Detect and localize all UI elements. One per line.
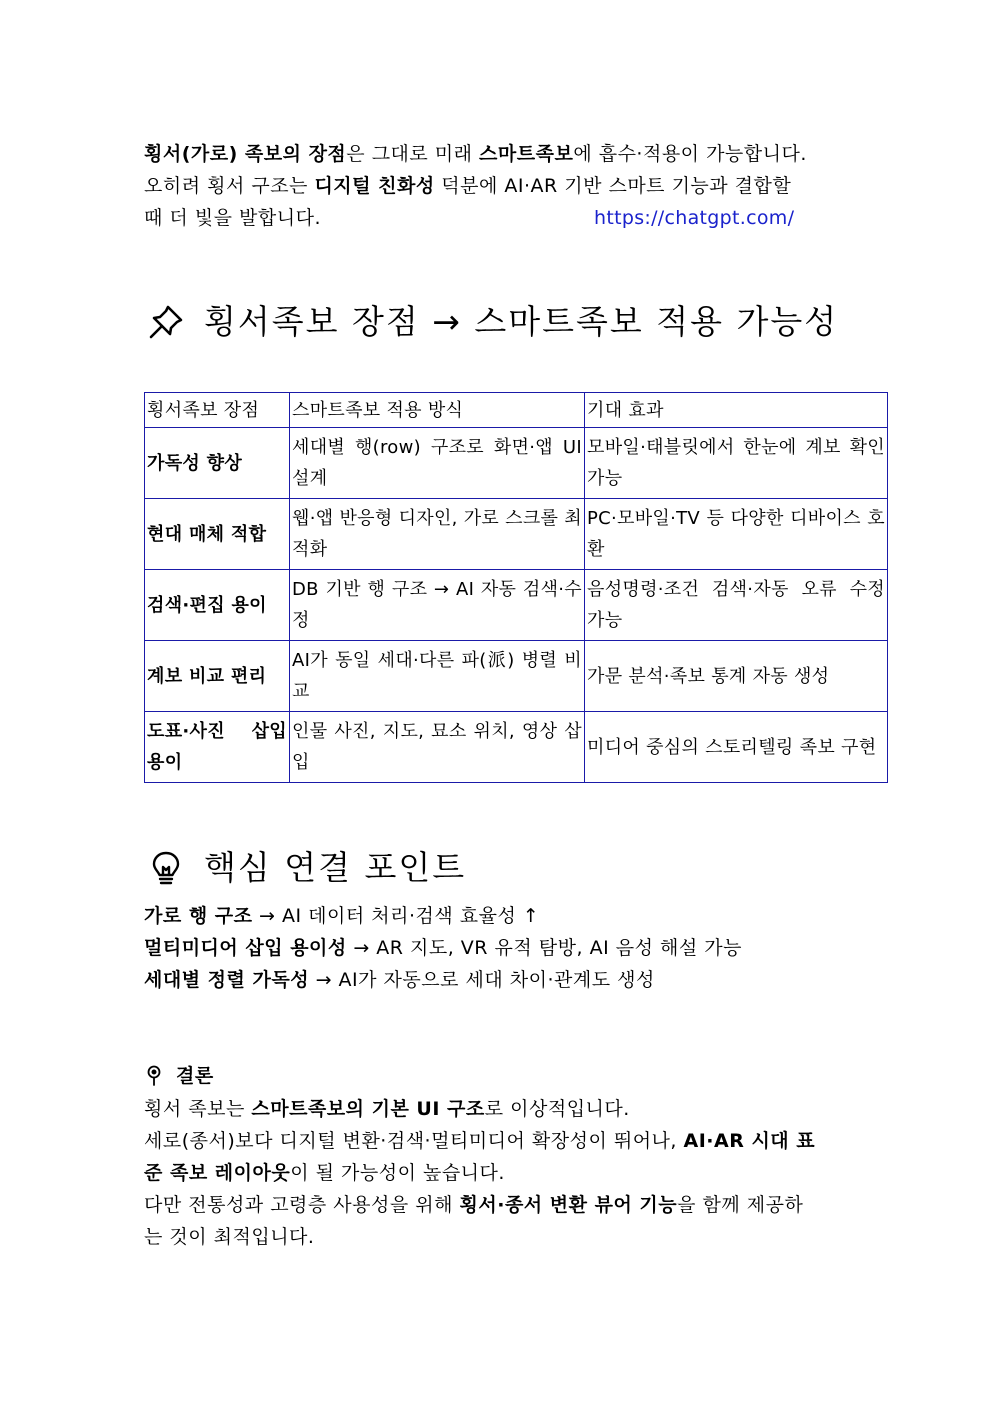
advantages-table	[144, 392, 888, 783]
table-cell-advantage: 도표·사진 삽입 용이	[145, 712, 290, 783]
table-header-cell: 스마트족보 적용 방식	[290, 393, 585, 428]
list-item	[144, 932, 854, 964]
intro-bold-smart: 스마트족보	[479, 143, 574, 165]
conclusion-bold: 스마트족보의 기본 UI 구조	[251, 1098, 485, 1120]
table-cell-advantage: 검색·편집 용이	[145, 570, 290, 641]
table-cell-advantage: 계보 비교 편리	[145, 641, 290, 712]
chatgpt-link[interactable]: https://chatgpt.com/	[594, 207, 795, 229]
list-item	[144, 964, 854, 996]
intro-line-1	[144, 138, 854, 170]
conclusion-text: 이 될 가능성이 높습니다.	[290, 1162, 505, 1184]
section-heading-key-points	[146, 846, 466, 890]
intro-bold-advantage: 횡서(가로) 족보의 장점	[144, 143, 347, 165]
table-cell-effect: 미디어 중심의 스토리텔링 족보 구현	[585, 712, 888, 783]
table-cell-effect: PC·모바일·TV 등 다양한 디바이스 호환	[585, 499, 888, 570]
point-bold: 멀티미디어 삽입 용이성	[144, 937, 347, 959]
table-cell-method: 웹·앱 반응형 디자인, 가로 스크롤 최적화	[290, 499, 585, 570]
conclusion-paragraph	[144, 1093, 854, 1253]
list-item	[144, 900, 854, 932]
conclusion-line-2	[144, 1125, 854, 1157]
section-heading-advantages	[146, 300, 838, 344]
conclusion-bold: AI·AR 시대 표	[683, 1130, 816, 1152]
section-title: 횡서족보 장점 → 스마트족보 적용 가능성	[204, 302, 839, 341]
pushpin-icon	[146, 302, 186, 342]
intro-text: 은 그대로 미래	[346, 143, 480, 165]
conclusion-text: 을 함께 제공하	[677, 1194, 804, 1216]
lightbulb-icon	[146, 848, 186, 888]
conclusion-heading	[146, 1060, 214, 1092]
conclusion-title: 결론	[176, 1065, 214, 1087]
conclusion-line-3	[144, 1157, 854, 1189]
point-text: → AI 데이터 처리·검색 효율성 ↑	[252, 905, 540, 927]
conclusion-text: 다만 전통성과 고령층 사용성을 위해	[144, 1194, 460, 1216]
section-title: 핵심 연결 포인트	[204, 848, 467, 887]
intro-text: 에 흡수·적용이 가능합니다.	[573, 143, 807, 165]
table-cell-effect: 모바일·태블릿에서 한눈에 계보 확인 가능	[585, 428, 888, 499]
point-bold: 가로 행 구조	[144, 905, 253, 927]
table-cell-method: 세대별 행(row) 구조로 화면·앱 UI 설계	[290, 428, 585, 499]
intro-text: 때 더 빛을 발합니다.	[144, 207, 321, 229]
key-points-list	[144, 900, 854, 996]
table-header-cell: 기대 효과	[585, 393, 888, 428]
table-header-row	[145, 393, 888, 428]
table-cell-method: DB 기반 행 구조 → AI 자동 검색·수정	[290, 570, 585, 641]
conclusion-bold: 준 족보 레이아웃	[144, 1162, 291, 1184]
table-row	[145, 499, 888, 570]
point-text: → AI가 자동으로 세대 차이·관계도 생성	[309, 969, 655, 991]
point-text: → AR 지도, VR 유적 탐방, AI 음성 해설 가능	[346, 937, 742, 959]
point-bold: 세대별 정렬 가독성	[144, 969, 310, 991]
conclusion-text: 세로(종서)보다 디지털 변환·검색·멀티미디어 확장성이 뛰어나,	[144, 1130, 684, 1152]
intro-line-2	[144, 170, 854, 202]
conclusion-bold: 횡서·종서 변환 뷰어 기능	[459, 1194, 678, 1216]
intro-bold-digital: 디지털 친화성	[314, 175, 435, 197]
table-row	[145, 641, 888, 712]
conclusion-text: 는 것이 최적입니다.	[144, 1226, 315, 1248]
table-cell-method: AI가 동일 세대·다른 파(派) 병렬 비교	[290, 641, 585, 712]
conclusion-line-4	[144, 1189, 854, 1221]
table-cell-advantage: 현대 매체 적합	[145, 499, 290, 570]
table-cell-advantage: 가독성 향상	[145, 428, 290, 499]
table-cell-method: 인물 사진, 지도, 묘소 위치, 영상 삽입	[290, 712, 585, 783]
conclusion-text: 횡서 족보는	[144, 1098, 252, 1120]
conclusion-text: 로 이상적입니다.	[484, 1098, 630, 1120]
table-row	[145, 428, 888, 499]
conclusion-line-1	[144, 1093, 854, 1125]
table-row	[145, 570, 888, 641]
conclusion-line-5	[144, 1221, 854, 1253]
intro-text: 오히려 횡서 구조는	[144, 175, 315, 197]
table-cell-effect: 음성명령·조건 검색·자동 오류 수정 가능	[585, 570, 888, 641]
table-row	[145, 712, 888, 783]
map-pin-icon	[146, 1065, 162, 1087]
table-cell-effect: 가문 분석·족보 통계 자동 생성	[585, 641, 888, 712]
table-header-cell: 횡서족보 장점	[145, 393, 290, 428]
intro-text: 덕분에 AI·AR 기반 스마트 기능과 결합할	[434, 175, 792, 197]
